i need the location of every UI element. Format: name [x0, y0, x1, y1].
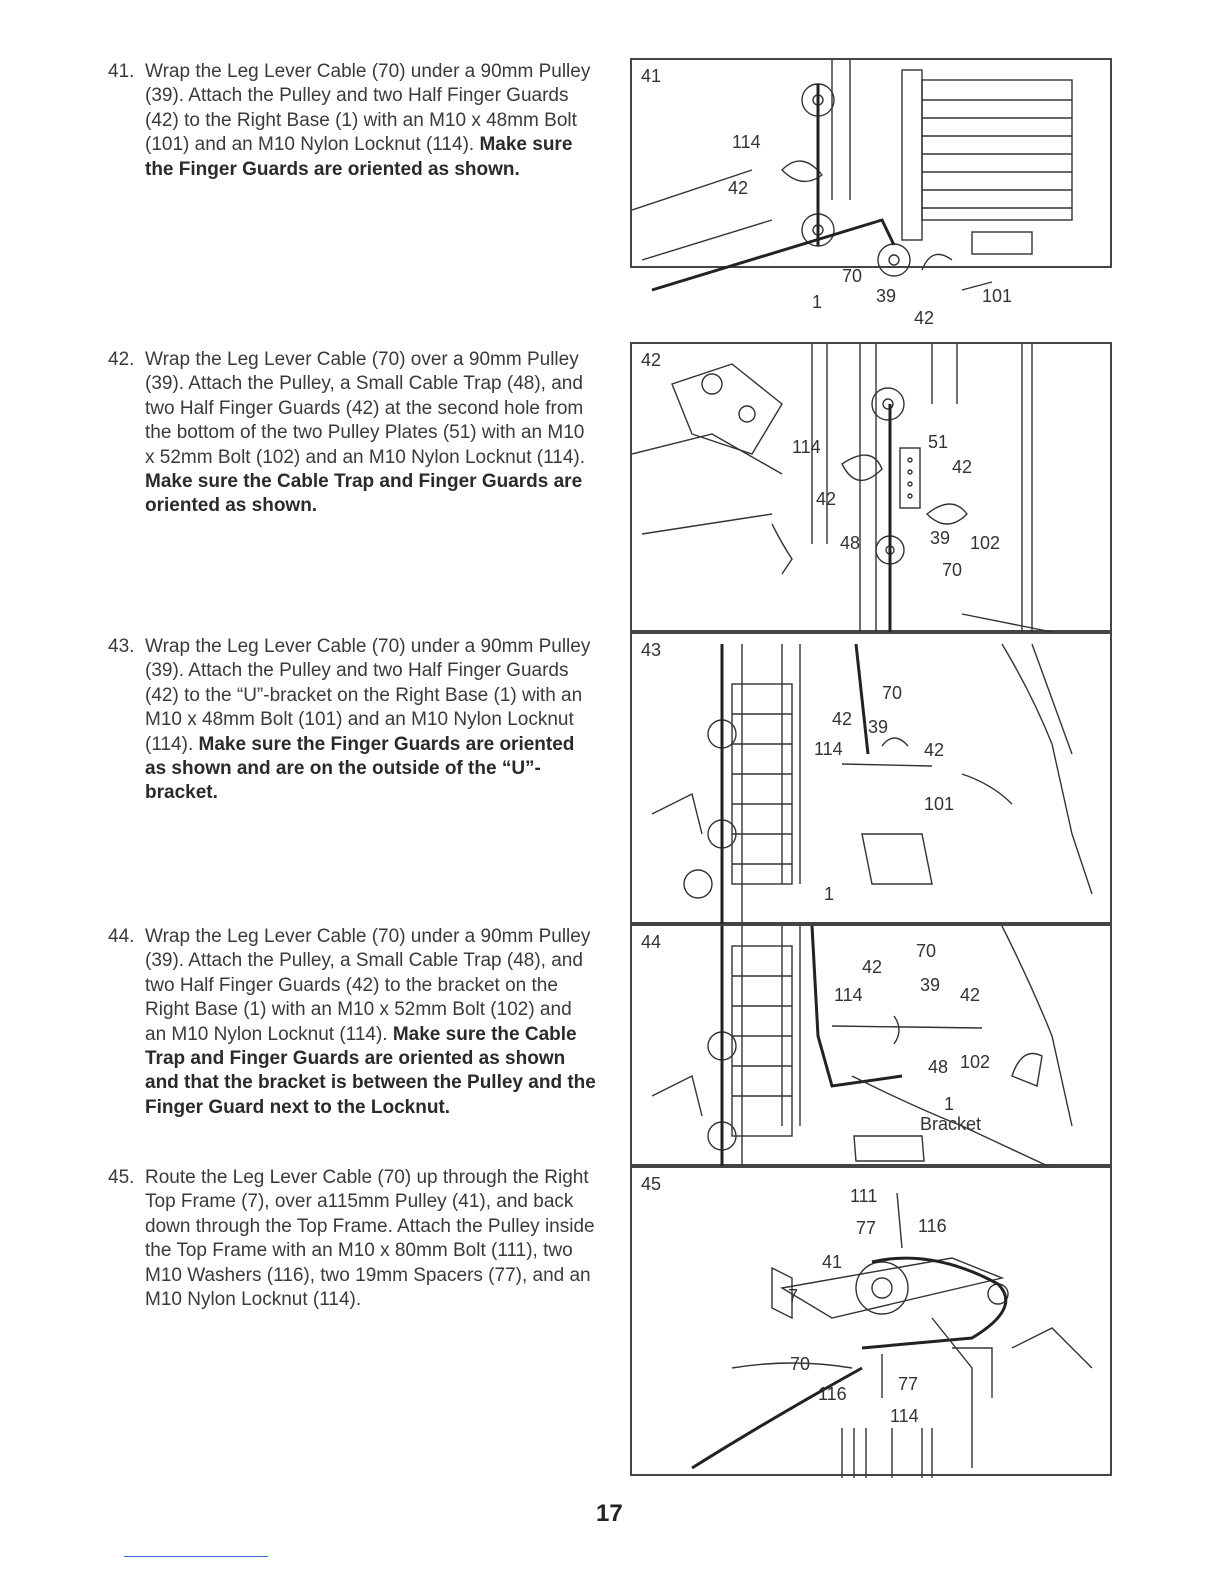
- callout: 41: [822, 1252, 843, 1272]
- callout: 42: [914, 308, 935, 328]
- callout: 42: [728, 178, 749, 198]
- callout: 42: [960, 985, 981, 1005]
- bottom-rule: [124, 1556, 268, 1557]
- step-45: [108, 1166, 598, 1312]
- callout: 116: [818, 1384, 847, 1404]
- step-number: 41.: [108, 61, 135, 82]
- figure-45: [630, 1166, 1112, 1476]
- step-text: Wrap the Leg Lever Cable (70) under a 90mm Pulley (39). Attach the Pulley, a Small Cable Trap (48), and two Half Finger Guards (42) to the bracket on the Right Base (1) with an M10 x 52mm Bolt (102) and an M10 Nylon Locknut (114).: [145, 926, 591, 1045]
- callout: 42: [952, 457, 973, 477]
- callout: 114: [814, 739, 843, 759]
- callout: 77: [856, 1218, 877, 1238]
- callout: 70: [916, 941, 937, 961]
- callout: 114: [834, 985, 863, 1005]
- callout: 70: [842, 266, 863, 286]
- callout: 39: [920, 975, 941, 995]
- callout: 111: [850, 1186, 878, 1206]
- figure-41-drawing: [632, 60, 1114, 270]
- callout: 39: [876, 286, 897, 306]
- figure-44: [630, 924, 1112, 1166]
- callout: 42: [924, 740, 945, 760]
- figure-42: [630, 342, 1112, 632]
- step-text: Wrap the Leg Lever Cable (70) under a 90mm Pulley (39). Attach the Pulley and two Half Finger Guards (42) to the “U”-bracket on the Right Base (1) with an M10 x 48mm Bolt (101) and an M10 Nylon Locknut (114).: [145, 636, 591, 755]
- callout: 42: [816, 489, 837, 509]
- callout: 7: [788, 1286, 799, 1306]
- step-warning: Make sure the Cable Trap and Finger Guards are oriented as shown.: [145, 471, 583, 517]
- step-text: Wrap the Leg Lever Cable (70) under a 90mm Pulley (39). Attach the Pulley and two Half Finger Guards (42) to the Right Base (1) with an M10 x 48mm Bolt (101) and an M10 Nylon Locknut (114).: [145, 61, 591, 156]
- figure-number: 42: [641, 350, 662, 370]
- step-warning: Make sure the Finger Guards are oriented as shown and are on the outside of the “U”-bracket.: [145, 733, 575, 804]
- callout: 101: [982, 286, 1013, 306]
- callout: 116: [918, 1216, 947, 1236]
- callout: 42: [862, 957, 883, 977]
- callout: 70: [882, 683, 903, 703]
- step-number: 43.: [108, 636, 135, 657]
- callout: 114: [792, 437, 821, 457]
- callout: 48: [928, 1057, 949, 1077]
- callout: 114: [732, 132, 761, 152]
- figure-42-drawing: [632, 344, 1114, 634]
- step-number: 42.: [108, 349, 135, 370]
- figure-number: 45: [641, 1174, 662, 1194]
- callout: Bracket: [920, 1114, 982, 1134]
- step-text: Route the Leg Lever Cable (70) up through the Right Top Frame (7), over a115mm Pulley (41), and back down through the Top Frame. Attach the Pulley inside the Top Frame with an M10 x 80mm Bolt (111), two M10 Washers (116), two 19mm Spacers (77), and an M10 Nylon Locknut (114).: [145, 1167, 595, 1311]
- step-warning: Make sure the Cable Trap and Finger Guards are oriented as shown and that the bracket is between the Pulley and the Finger Guard next to the Locknut.: [145, 1023, 596, 1118]
- figure-41: [630, 58, 1112, 328]
- callout: 101: [924, 794, 955, 814]
- figure-number: 43: [641, 640, 662, 660]
- callout: 1: [812, 292, 823, 312]
- callout: 39: [930, 528, 951, 548]
- callout: 1: [824, 884, 835, 904]
- callout: 1: [944, 1094, 955, 1114]
- figure-number: 41: [641, 66, 662, 86]
- step-43: [108, 635, 598, 806]
- callout: 114: [890, 1406, 919, 1426]
- callout: 77: [898, 1374, 919, 1394]
- callout: 42: [832, 709, 853, 729]
- callout: 70: [942, 560, 963, 580]
- step-text: Wrap the Leg Lever Cable (70) over a 90mm Pulley (39). Attach the Pulley, a Small Cable Trap (48), and two Half Finger Guards (42) at the second hole from the bottom of the two Pulley Plates (51) with an M10 x 52mm Bolt (102) and an M10 Nylon Locknut (114).: [145, 349, 586, 468]
- step-number: 44.: [108, 926, 135, 947]
- callout: 102: [970, 533, 1001, 553]
- callout: 70: [790, 1354, 811, 1374]
- figure-number: 44: [641, 932, 662, 952]
- figure-45-drawing: [632, 1168, 1114, 1478]
- figure-43: [630, 632, 1112, 924]
- callout: 102: [960, 1052, 991, 1072]
- page-number: 17: [596, 1500, 623, 1527]
- step-number: 45.: [108, 1167, 135, 1188]
- callout: 51: [928, 432, 949, 452]
- step-42: [108, 348, 598, 519]
- step-warning: Make sure the Finger Guards are oriented as shown.: [145, 134, 573, 180]
- step-44: [108, 925, 598, 1120]
- callout: 39: [868, 717, 889, 737]
- callout: 48: [840, 533, 861, 553]
- step-41: [108, 60, 598, 182]
- figure-43-drawing: [632, 634, 1114, 926]
